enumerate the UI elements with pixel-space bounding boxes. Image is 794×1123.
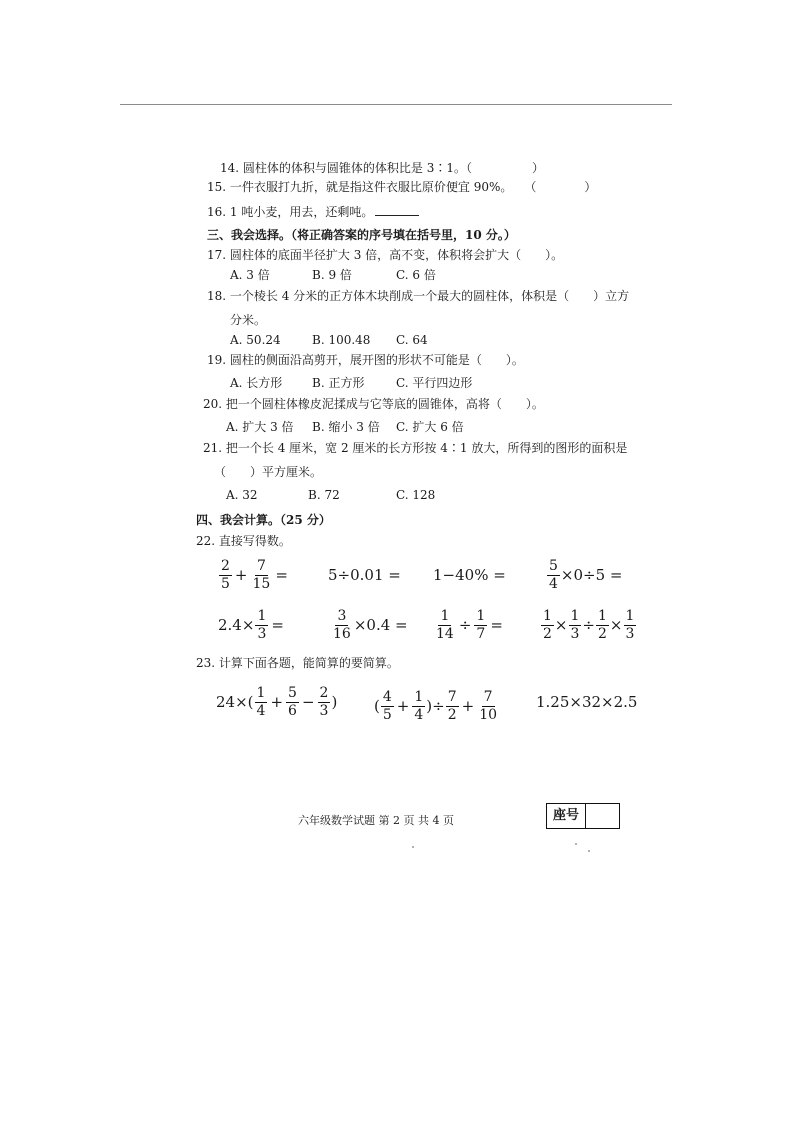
fraction: $\frac{1}{3}$: [570, 607, 580, 642]
calc-item-1: $\frac{2}{5}$ + $\frac{7}{15}$ =: [221, 557, 288, 592]
question-20: 20. 把一个圆柱体橡皮泥揉成与它等底的圆锥体，高将（ ）。: [203, 397, 544, 411]
question-21-continued: （ ）平方厘米。: [214, 465, 323, 479]
option-a: A. 3 倍: [230, 268, 270, 282]
seat-number-box: [546, 803, 620, 829]
fraction: $\frac{7}{10}$: [479, 688, 498, 723]
question-23: 23. 计算下面各题，能简算的要简算。: [196, 656, 399, 670]
calc-problem-3: 1.25×32×2.5: [536, 693, 638, 711]
answer-blank: [375, 204, 419, 216]
fraction: $\frac{7}{15}$: [252, 557, 271, 592]
header-rule: [120, 104, 672, 105]
calc-problem-1: 24×( $\frac{1}{4}$ + $\frac{5}{6}$ − $\frac{2}{3}$ ): [216, 684, 338, 719]
question-14: 14. 圆柱体的体积与圆锥体的体积比是 3∶1。（ ）: [220, 161, 544, 175]
question-16-text: 16. 1 吨小麦，用去，还剩吨。: [207, 205, 374, 219]
calc-item-4: $\frac{5}{4}$ ×0÷5 =: [549, 557, 623, 592]
option-a: A. 50.24: [230, 333, 281, 347]
question-15: 15. 一件衣服打九折，就是指这件衣服比原价便宜 90%。 （ ）: [207, 180, 597, 194]
fraction: $\frac{1}{3}$: [625, 607, 635, 642]
seat-label: 座号: [547, 804, 586, 828]
fraction: $\frac{5}{6}$: [288, 684, 297, 719]
option-c: C. 扩大 6 倍: [396, 420, 464, 434]
fraction: $\frac{3}{16}$: [333, 607, 351, 642]
calc-item-7: $\frac{1}{14}$ ÷ $\frac{1}{7}$ =: [436, 607, 503, 642]
option-c: C. 平行四边形: [396, 376, 473, 390]
option-a: A. 扩大 3 倍: [226, 420, 294, 434]
option-c: C. 64: [396, 333, 428, 347]
question-21: 21. 把一个长 4 厘米，宽 2 厘米的长方形按 4∶1 放大，所得到的图形的面积是: [203, 441, 628, 455]
fraction: $\frac{1}{2}$: [598, 607, 607, 642]
question-18: 18. 一个棱长 4 分米的正方体木块削成一个最大的圆柱体，体积是（ ）立方: [207, 289, 630, 303]
calc-problem-2: ( $\frac{4}{5}$ + $\frac{1}{4}$ )÷ $\frac{7}{2}$ + $\frac{7}{10}$: [374, 688, 498, 723]
option-b: B. 100.48: [312, 333, 371, 347]
fraction: $\frac{2}{5}$: [221, 557, 230, 592]
fraction: $\frac{7}{2}$: [447, 688, 457, 723]
fraction: $\frac{2}{3}$: [319, 684, 329, 719]
question-17: 17. 圆柱体的底面半径扩大 3 倍，高不变，体积将会扩大（ ）。: [207, 248, 564, 262]
question-18-continued: 分米。: [230, 313, 267, 327]
scan-speck: [588, 850, 590, 852]
scan-speck: [575, 843, 577, 845]
section-4-heading: 四、我会计算。（25 分）: [196, 513, 331, 527]
option-b: B. 缩小 3 倍: [312, 420, 380, 434]
fraction: $\frac{5}{4}$: [549, 557, 558, 592]
fraction: $\frac{1}{4}$: [414, 688, 424, 723]
option-b: B. 72: [308, 488, 340, 502]
calc-item-2: 5÷0.01 =: [328, 566, 401, 584]
question-22: 22. 直接写得数。: [196, 534, 291, 548]
fraction: $\frac{1}{2}$: [543, 607, 552, 642]
calc-item-3: 1−40% =: [433, 566, 506, 584]
seat-number-field[interactable]: [586, 804, 619, 828]
fraction: $\frac{1}{4}$: [256, 684, 266, 719]
option-a: A. 长方形: [230, 376, 283, 390]
calc-item-8: $\frac{1}{2}$ × $\frac{1}{3}$ ÷ $\frac{1}{2}$ × $\frac{1}{3}$: [543, 607, 635, 642]
section-3-heading: 三、我会选择。（将正确答案的序号填在括号里，10 分。）: [207, 228, 516, 242]
option-b: B. 正方形: [312, 376, 365, 390]
option-c: C. 128: [396, 488, 436, 502]
fraction: $\frac{1}{14}$: [436, 607, 454, 642]
page-footer: 六年级数学试题 第 2 页 共 4 页: [298, 814, 454, 827]
fraction: $\frac{4}{5}$: [382, 688, 392, 723]
fraction: $\frac{1}{7}$: [476, 607, 486, 642]
option-c: C. 6 倍: [396, 268, 436, 282]
calc-item-5: 2.4× $\frac{1}{3}$ =: [218, 607, 284, 642]
fraction: $\frac{1}{3}$: [257, 607, 267, 642]
question-19: 19. 圆柱的侧面沿高剪开，展开图的形状不可能是（ ）。: [207, 353, 524, 367]
option-b: B. 9 倍: [312, 268, 352, 282]
calc-item-6: $\frac{3}{16}$ ×0.4 =: [333, 607, 408, 642]
question-16: [207, 204, 419, 220]
option-a: A. 32: [226, 488, 258, 502]
scan-speck: [412, 846, 414, 848]
